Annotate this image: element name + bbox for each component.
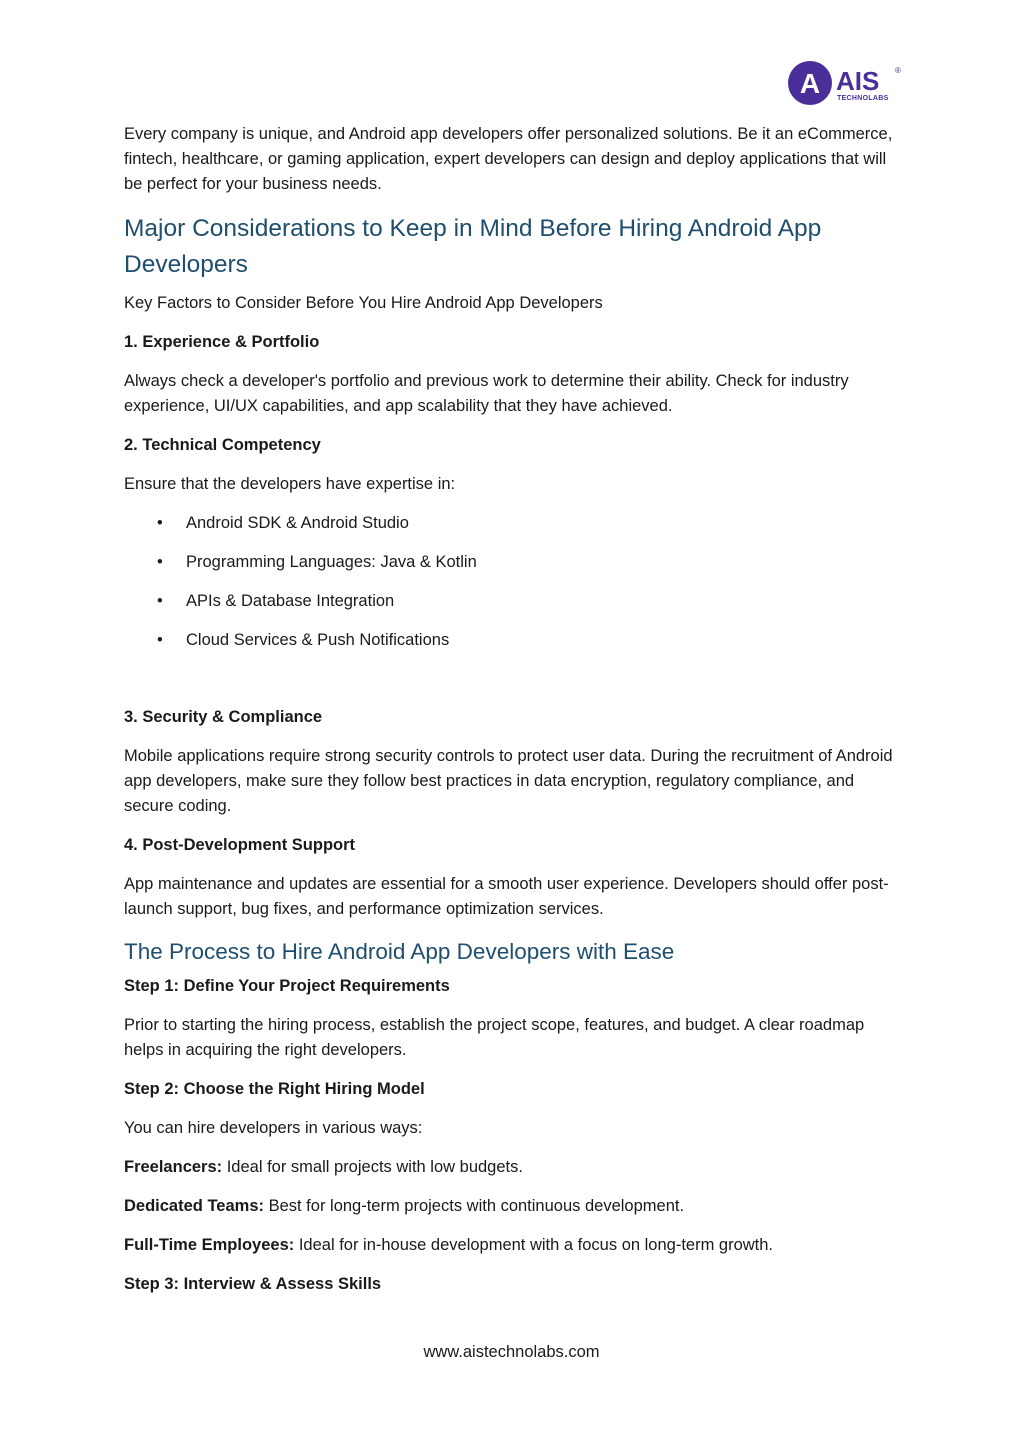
list-item: • Cloud Services & Push Notifications <box>186 628 904 653</box>
step-heading-2: Step 2: Choose the Right Hiring Model <box>124 1080 425 1098</box>
hiring-model-full-time <box>124 1233 904 1258</box>
logo-registered-mark: ® <box>895 66 901 75</box>
item-heading-technical: 2. Technical Competency <box>124 436 321 454</box>
step-heading-1: Step 1: Define Your Project Requirements <box>124 977 450 995</box>
item-heading-support: 4. Post-Development Support <box>124 836 356 854</box>
item-text-experience: Always check a developer's portfolio and previous work to determine their ability. Check for industry experience, UI/UX capabilities, and app scalability that they have achieved. <box>124 372 849 415</box>
logo-letter: A <box>799 68 821 99</box>
step-heading-3: Step 3: Interview & Assess Skills <box>124 1275 382 1293</box>
footer-url: www.aistechnolabs.com <box>423 1343 600 1361</box>
list-item: • Android SDK & Android Studio <box>186 511 904 536</box>
item-text-security: Mobile applications require strong security controls to protect user data. During the recruitment of Android app developers, make sure they follow best practices in data encryption, regulatory compliance, and secure coding. <box>124 747 893 815</box>
item-heading-security: 3. Security & Compliance <box>124 708 323 726</box>
model-label: Dedicated Teams: <box>124 1197 264 1215</box>
model-text: Ideal for small projects with low budgets. <box>222 1158 523 1176</box>
model-text: Ideal for in-house development with a focus on long-term growth. <box>294 1236 774 1254</box>
step-text-1: Prior to starting the hiring process, establish the project scope, features, and budget. A clear roadmap helps in acquiring the right developers. <box>124 1016 865 1059</box>
step-text-2: You can hire developers in various ways: <box>124 1119 423 1137</box>
hiring-model-dedicated-teams <box>124 1194 904 1219</box>
section-heading-considerations: Major Considerations to Keep in Mind Before Hiring Android App Developers <box>124 215 822 278</box>
expertise-list <box>124 511 904 653</box>
model-label: Freelancers: <box>124 1158 223 1176</box>
list-item: • Programming Languages: Java & Kotlin <box>186 550 904 575</box>
model-text: Best for long-term projects with continuous development. <box>264 1197 685 1215</box>
ais-technolabs-logo <box>786 58 902 108</box>
list-item: • APIs & Database Integration <box>186 589 904 614</box>
document-body <box>124 122 904 1311</box>
logo-wordmark: AIS <box>836 66 880 96</box>
hiring-model-freelancers <box>124 1155 904 1180</box>
item-heading-experience: 1. Experience & Portfolio <box>124 333 320 351</box>
intro-paragraph: Every company is unique, and Android app developers offer personalized solutions. Be it an eCommerce, fintech, healthcare, or gaming application, expert developers can design and deploy applications that will be perfect for your business needs. <box>124 125 893 193</box>
item-text-technical: Ensure that the developers have expertise in: <box>124 475 456 493</box>
item-text-support: App maintenance and updates are essential for a smooth user experience. Developers should offer post-launch support, bug fixes, and performance optimization services. <box>124 875 889 918</box>
section-subtitle: Key Factors to Consider Before You Hire Android App Developers <box>124 294 603 312</box>
section-heading-process: The Process to Hire Android App Developers with Ease <box>124 939 675 964</box>
model-label: Full-Time Employees: <box>124 1236 295 1254</box>
logo-tagline: TECHNOLABS <box>837 95 889 102</box>
